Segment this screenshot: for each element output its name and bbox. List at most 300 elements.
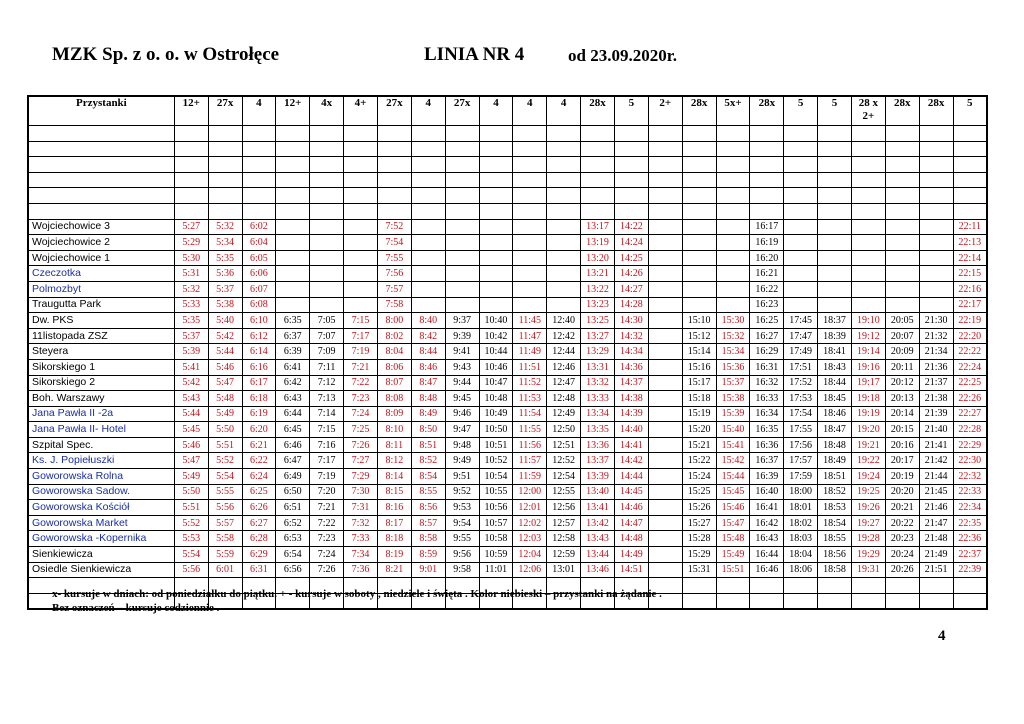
departure-time (276, 281, 310, 297)
departure-time: 5:31 (174, 266, 208, 282)
departure-time: 8:46 (411, 359, 445, 375)
departure-time: 18:43 (818, 359, 852, 375)
departure-time: 5:29 (174, 235, 208, 251)
departure-time: 7:29 (344, 469, 378, 485)
empty-cell (242, 203, 276, 219)
departure-time: 6:39 (276, 344, 310, 360)
departure-time: 19:21 (851, 437, 885, 453)
departure-time: 22:11 (953, 219, 987, 235)
departure-time (648, 344, 682, 360)
departure-time: 8:55 (411, 484, 445, 500)
empty-cell (411, 203, 445, 219)
departure-time: 5:44 (174, 406, 208, 422)
departure-time: 5:40 (208, 313, 242, 329)
departure-time (479, 250, 513, 266)
departure-time: 5:47 (174, 453, 208, 469)
departure-time (682, 235, 716, 251)
departure-time (818, 281, 852, 297)
departure-time: 21:38 (919, 391, 953, 407)
departure-time: 7:24 (310, 547, 344, 563)
departure-time (648, 406, 682, 422)
departure-time (818, 297, 852, 313)
departure-time (682, 281, 716, 297)
departure-time: 5:30 (174, 250, 208, 266)
departure-time: 8:16 (377, 500, 411, 516)
departure-time: 18:51 (818, 469, 852, 485)
departure-time: 7:26 (344, 437, 378, 453)
empty-cell (716, 141, 750, 157)
departure-time: 18:49 (818, 453, 852, 469)
empty-cell (377, 203, 411, 219)
empty-cell (208, 126, 242, 142)
empty-cell (716, 157, 750, 173)
departure-time: 12:02 (513, 515, 547, 531)
departure-time: 8:18 (377, 531, 411, 547)
departure-time: 7:19 (344, 344, 378, 360)
empty-cell (310, 126, 344, 142)
departure-time (276, 297, 310, 313)
departure-time (445, 297, 479, 313)
departure-time: 14:37 (614, 375, 648, 391)
departure-time: 18:56 (818, 547, 852, 563)
empty-cell (851, 172, 885, 188)
departure-time: 10:59 (479, 547, 513, 563)
departure-time: 14:45 (614, 484, 648, 500)
departure-time: 5:35 (208, 250, 242, 266)
empty-cell (242, 188, 276, 204)
departure-time: 7:22 (310, 515, 344, 531)
departure-time: 7:34 (344, 547, 378, 563)
empty-cell (547, 141, 581, 157)
departure-time (716, 281, 750, 297)
departure-time: 5:46 (174, 437, 208, 453)
departure-time (276, 266, 310, 282)
departure-time: 7:55 (377, 250, 411, 266)
departure-time: 22:25 (953, 375, 987, 391)
departure-time: 11:57 (513, 453, 547, 469)
empty-cell (885, 141, 919, 157)
departure-time (276, 250, 310, 266)
empty-cell (513, 172, 547, 188)
empty-cell (851, 203, 885, 219)
departure-time: 7:16 (310, 437, 344, 453)
empty-cell (784, 578, 818, 594)
course-column-header: 12+ (174, 96, 208, 126)
departure-time: 13:37 (581, 453, 615, 469)
empty-cell (750, 126, 784, 142)
departure-time: 14:44 (614, 469, 648, 485)
empty-cell (174, 126, 208, 142)
departure-time: 14:22 (614, 219, 648, 235)
departure-time: 15:47 (716, 515, 750, 531)
departure-time: 7:12 (310, 375, 344, 391)
timetable (27, 95, 988, 610)
departure-time: 6:37 (276, 328, 310, 344)
departure-time: 18:52 (818, 484, 852, 500)
departure-time: 14:46 (614, 500, 648, 516)
departure-time: 5:27 (174, 219, 208, 235)
empty-cell (581, 157, 615, 173)
empty-cell (310, 141, 344, 157)
departure-time: 13:31 (581, 359, 615, 375)
departure-time: 20:09 (885, 344, 919, 360)
departure-time: 15:42 (716, 453, 750, 469)
departure-time: 6:47 (276, 453, 310, 469)
departure-time (919, 297, 953, 313)
departure-time: 8:10 (377, 422, 411, 438)
departure-time (479, 219, 513, 235)
page-number: 4 (938, 628, 946, 644)
empty-cell (614, 188, 648, 204)
departure-time: 16:17 (750, 219, 784, 235)
departure-time (648, 531, 682, 547)
departure-time: 6:45 (276, 422, 310, 438)
departure-time: 16:21 (750, 266, 784, 282)
departure-time: 8:57 (411, 515, 445, 531)
departure-time: 8:08 (377, 391, 411, 407)
stop-name: Goworowska Sadow. (28, 484, 174, 500)
departure-time: 17:52 (784, 375, 818, 391)
departure-time: 20:14 (885, 406, 919, 422)
departure-time: 16:40 (750, 484, 784, 500)
empty-cell (919, 141, 953, 157)
departure-time (648, 219, 682, 235)
departure-time: 12:46 (547, 359, 581, 375)
empty-cell (750, 593, 784, 609)
empty-cell (818, 172, 852, 188)
departure-time (851, 219, 885, 235)
departure-time: 5:56 (174, 562, 208, 578)
departure-time: 19:17 (851, 375, 885, 391)
departure-time: 12:06 (513, 562, 547, 578)
departure-time: 8:42 (411, 328, 445, 344)
departure-time: 5:59 (208, 547, 242, 563)
departure-time: 20:05 (885, 313, 919, 329)
stop-name: Goworowska Kościół (28, 500, 174, 516)
departure-time: 8:00 (377, 313, 411, 329)
departure-time: 5:55 (208, 484, 242, 500)
departure-time: 18:39 (818, 328, 852, 344)
departure-time: 15:28 (682, 531, 716, 547)
departure-time: 15:34 (716, 344, 750, 360)
empty-cell (784, 157, 818, 173)
empty-cell (851, 126, 885, 142)
empty-cell (614, 172, 648, 188)
departure-time: 9:48 (445, 437, 479, 453)
departure-time: 15:39 (716, 406, 750, 422)
departure-time: 12:54 (547, 469, 581, 485)
stop-name: 11listopada ZSZ (28, 328, 174, 344)
departure-time: 18:47 (818, 422, 852, 438)
departure-time: 6:14 (242, 344, 276, 360)
departure-time: 6:52 (276, 515, 310, 531)
departure-time: 12:49 (547, 406, 581, 422)
departure-time: 7:32 (344, 515, 378, 531)
empty-cell (513, 157, 547, 173)
empty-cell (648, 141, 682, 157)
departure-time: 13:29 (581, 344, 615, 360)
course-column-header: 27x (208, 96, 242, 126)
departure-time: 15:40 (716, 422, 750, 438)
departure-time: 21:34 (919, 344, 953, 360)
departure-time: 7:21 (344, 359, 378, 375)
empty-cell (344, 188, 378, 204)
stop-name: Sikorskiego 1 (28, 359, 174, 375)
empty-cell (581, 141, 615, 157)
empty-cell (682, 172, 716, 188)
departure-time: 15:36 (716, 359, 750, 375)
departure-time: 21:41 (919, 437, 953, 453)
departure-time: 5:35 (174, 313, 208, 329)
line-number: LINIA NR 4 (424, 44, 525, 65)
departure-time: 7:17 (344, 328, 378, 344)
departure-time (344, 266, 378, 282)
departure-time: 11:53 (513, 391, 547, 407)
departure-time: 12:58 (547, 531, 581, 547)
empty-cell (885, 203, 919, 219)
departure-time: 7:17 (310, 453, 344, 469)
empty-cell (28, 203, 174, 219)
departure-time: 16:39 (750, 469, 784, 485)
departure-time (716, 297, 750, 313)
empty-cell (851, 141, 885, 157)
departure-time: 14:51 (614, 562, 648, 578)
departure-time: 16:22 (750, 281, 784, 297)
departure-time: 20:21 (885, 500, 919, 516)
departure-time: 12:44 (547, 344, 581, 360)
course-column-header: 28x (581, 96, 615, 126)
departure-time: 6:01 (208, 562, 242, 578)
departure-time: 7:24 (344, 406, 378, 422)
empty-cell (411, 126, 445, 142)
departure-time: 11:45 (513, 313, 547, 329)
departure-time (885, 250, 919, 266)
departure-time: 6:56 (276, 562, 310, 578)
departure-time: 6:44 (276, 406, 310, 422)
departure-time (885, 235, 919, 251)
departure-time: 11:51 (513, 359, 547, 375)
departure-time: 13:34 (581, 406, 615, 422)
empty-cell (614, 203, 648, 219)
empty-cell (479, 203, 513, 219)
empty-cell (276, 172, 310, 188)
departure-time: 18:48 (818, 437, 852, 453)
departure-time: 5:42 (208, 328, 242, 344)
departure-time: 8:40 (411, 313, 445, 329)
departure-time (445, 281, 479, 297)
departure-time: 10:48 (479, 391, 513, 407)
empty-cell (479, 126, 513, 142)
departure-time: 6:29 (242, 547, 276, 563)
departure-time: 19:22 (851, 453, 885, 469)
departure-time: 14:40 (614, 422, 648, 438)
departure-time: 16:29 (750, 344, 784, 360)
departure-time: 14:27 (614, 281, 648, 297)
departure-time (818, 235, 852, 251)
departure-time: 8:56 (411, 500, 445, 516)
departure-time: 8:21 (377, 562, 411, 578)
departure-time: 22:32 (953, 469, 987, 485)
departure-time: 22:37 (953, 547, 987, 563)
departure-time (716, 266, 750, 282)
departure-time: 6:43 (276, 391, 310, 407)
course-column-header: 5 (953, 96, 987, 126)
departure-time (682, 266, 716, 282)
departure-time (310, 235, 344, 251)
empty-cell (276, 203, 310, 219)
departure-time: 19:18 (851, 391, 885, 407)
departure-time: 12:00 (513, 484, 547, 500)
departure-time (648, 422, 682, 438)
departure-time: 8:09 (377, 406, 411, 422)
table-row (28, 266, 987, 282)
empty-cell (174, 141, 208, 157)
departure-time: 15:38 (716, 391, 750, 407)
departure-time (479, 281, 513, 297)
empty-cell (445, 157, 479, 173)
departure-time: 15:46 (716, 500, 750, 516)
empty-cell (547, 126, 581, 142)
departure-time (547, 219, 581, 235)
departure-time: 17:47 (784, 328, 818, 344)
blank-row (28, 172, 987, 188)
departure-time: 6:05 (242, 250, 276, 266)
departure-time: 9:51 (445, 469, 479, 485)
departure-time (445, 266, 479, 282)
departure-time: 8:15 (377, 484, 411, 500)
empty-cell (344, 203, 378, 219)
empty-cell (377, 157, 411, 173)
departure-time: 6:35 (276, 313, 310, 329)
departure-time: 22:14 (953, 250, 987, 266)
empty-cell (682, 126, 716, 142)
departure-time: 21:47 (919, 515, 953, 531)
departure-time: 22:35 (953, 515, 987, 531)
departure-time (784, 266, 818, 282)
departure-time: 5:49 (208, 406, 242, 422)
empty-cell (682, 203, 716, 219)
empty-cell (581, 203, 615, 219)
departure-time: 20:23 (885, 531, 919, 547)
stop-name: Jana Pawła II- Hotel (28, 422, 174, 438)
departure-time: 5:46 (208, 359, 242, 375)
stop-name: Ks. J. Popiełuszki (28, 453, 174, 469)
course-column-header: 27x (445, 96, 479, 126)
empty-cell (344, 157, 378, 173)
departure-time: 21:51 (919, 562, 953, 578)
departure-time: 18:02 (784, 515, 818, 531)
empty-cell (648, 126, 682, 142)
departure-time: 6:41 (276, 359, 310, 375)
departure-time (648, 281, 682, 297)
departure-time: 13:35 (581, 422, 615, 438)
departure-time (648, 359, 682, 375)
empty-cell (750, 172, 784, 188)
departure-time: 13:36 (581, 437, 615, 453)
empty-cell (581, 126, 615, 142)
departure-time: 14:38 (614, 391, 648, 407)
departure-time (716, 250, 750, 266)
departure-time: 10:47 (479, 375, 513, 391)
stop-name: Steyera (28, 344, 174, 360)
departure-time: 12:04 (513, 547, 547, 563)
departure-time: 5:36 (208, 266, 242, 282)
departure-time: 7:26 (310, 562, 344, 578)
departure-time: 19:14 (851, 344, 885, 360)
departure-time (445, 235, 479, 251)
departure-time: 10:55 (479, 484, 513, 500)
departure-time: 6:21 (242, 437, 276, 453)
empty-cell (479, 141, 513, 157)
departure-time: 8:07 (377, 375, 411, 391)
departure-time: 17:59 (784, 469, 818, 485)
departure-time: 6:12 (242, 328, 276, 344)
departure-time: 5:58 (208, 531, 242, 547)
departure-time: 21:49 (919, 547, 953, 563)
departure-time: 22:24 (953, 359, 987, 375)
departure-time (411, 219, 445, 235)
departure-time (411, 250, 445, 266)
timetable-header-row (28, 96, 987, 126)
departure-time: 9:49 (445, 453, 479, 469)
stop-name: Wojciechowice 3 (28, 219, 174, 235)
blank-row (28, 188, 987, 204)
departure-time: 6:42 (276, 375, 310, 391)
empty-cell (479, 172, 513, 188)
departure-time: 18:54 (818, 515, 852, 531)
departure-time: 7:15 (344, 313, 378, 329)
blank-row (28, 203, 987, 219)
departure-time: 6:51 (276, 500, 310, 516)
departure-time: 10:44 (479, 344, 513, 360)
departure-time: 19:29 (851, 547, 885, 563)
departure-time: 10:49 (479, 406, 513, 422)
departure-time: 6:46 (276, 437, 310, 453)
departure-time: 18:53 (818, 500, 852, 516)
departure-time: 22:16 (953, 281, 987, 297)
course-column-header: 5x+ (716, 96, 750, 126)
stop-name: Szpital Spec. (28, 437, 174, 453)
departure-time: 15:31 (682, 562, 716, 578)
departure-time: 18:46 (818, 406, 852, 422)
departure-time: 7:30 (344, 484, 378, 500)
empty-cell (208, 172, 242, 188)
departure-time: 22:13 (953, 235, 987, 251)
departure-time: 9:47 (445, 422, 479, 438)
departure-time (648, 484, 682, 500)
departure-time: 9:39 (445, 328, 479, 344)
course-column-header: 2+ (648, 96, 682, 126)
departure-time (716, 235, 750, 251)
departure-time: 5:32 (208, 219, 242, 235)
empty-cell (28, 141, 174, 157)
company-name: MZK Sp. z o. o. w Ostrołęce (52, 44, 280, 65)
departure-time: 16:32 (750, 375, 784, 391)
departure-time: 8:51 (411, 437, 445, 453)
departure-time: 15:25 (682, 484, 716, 500)
departure-time: 18:37 (818, 313, 852, 329)
departure-time: 5:45 (174, 422, 208, 438)
departure-time: 13:46 (581, 562, 615, 578)
empty-cell (919, 203, 953, 219)
departure-time: 7:05 (310, 313, 344, 329)
departure-time (648, 328, 682, 344)
departure-time: 19:19 (851, 406, 885, 422)
stop-name: Boh. Warszawy (28, 391, 174, 407)
course-column-header: 4 (411, 96, 445, 126)
departure-time (411, 235, 445, 251)
departure-time: 15:27 (682, 515, 716, 531)
